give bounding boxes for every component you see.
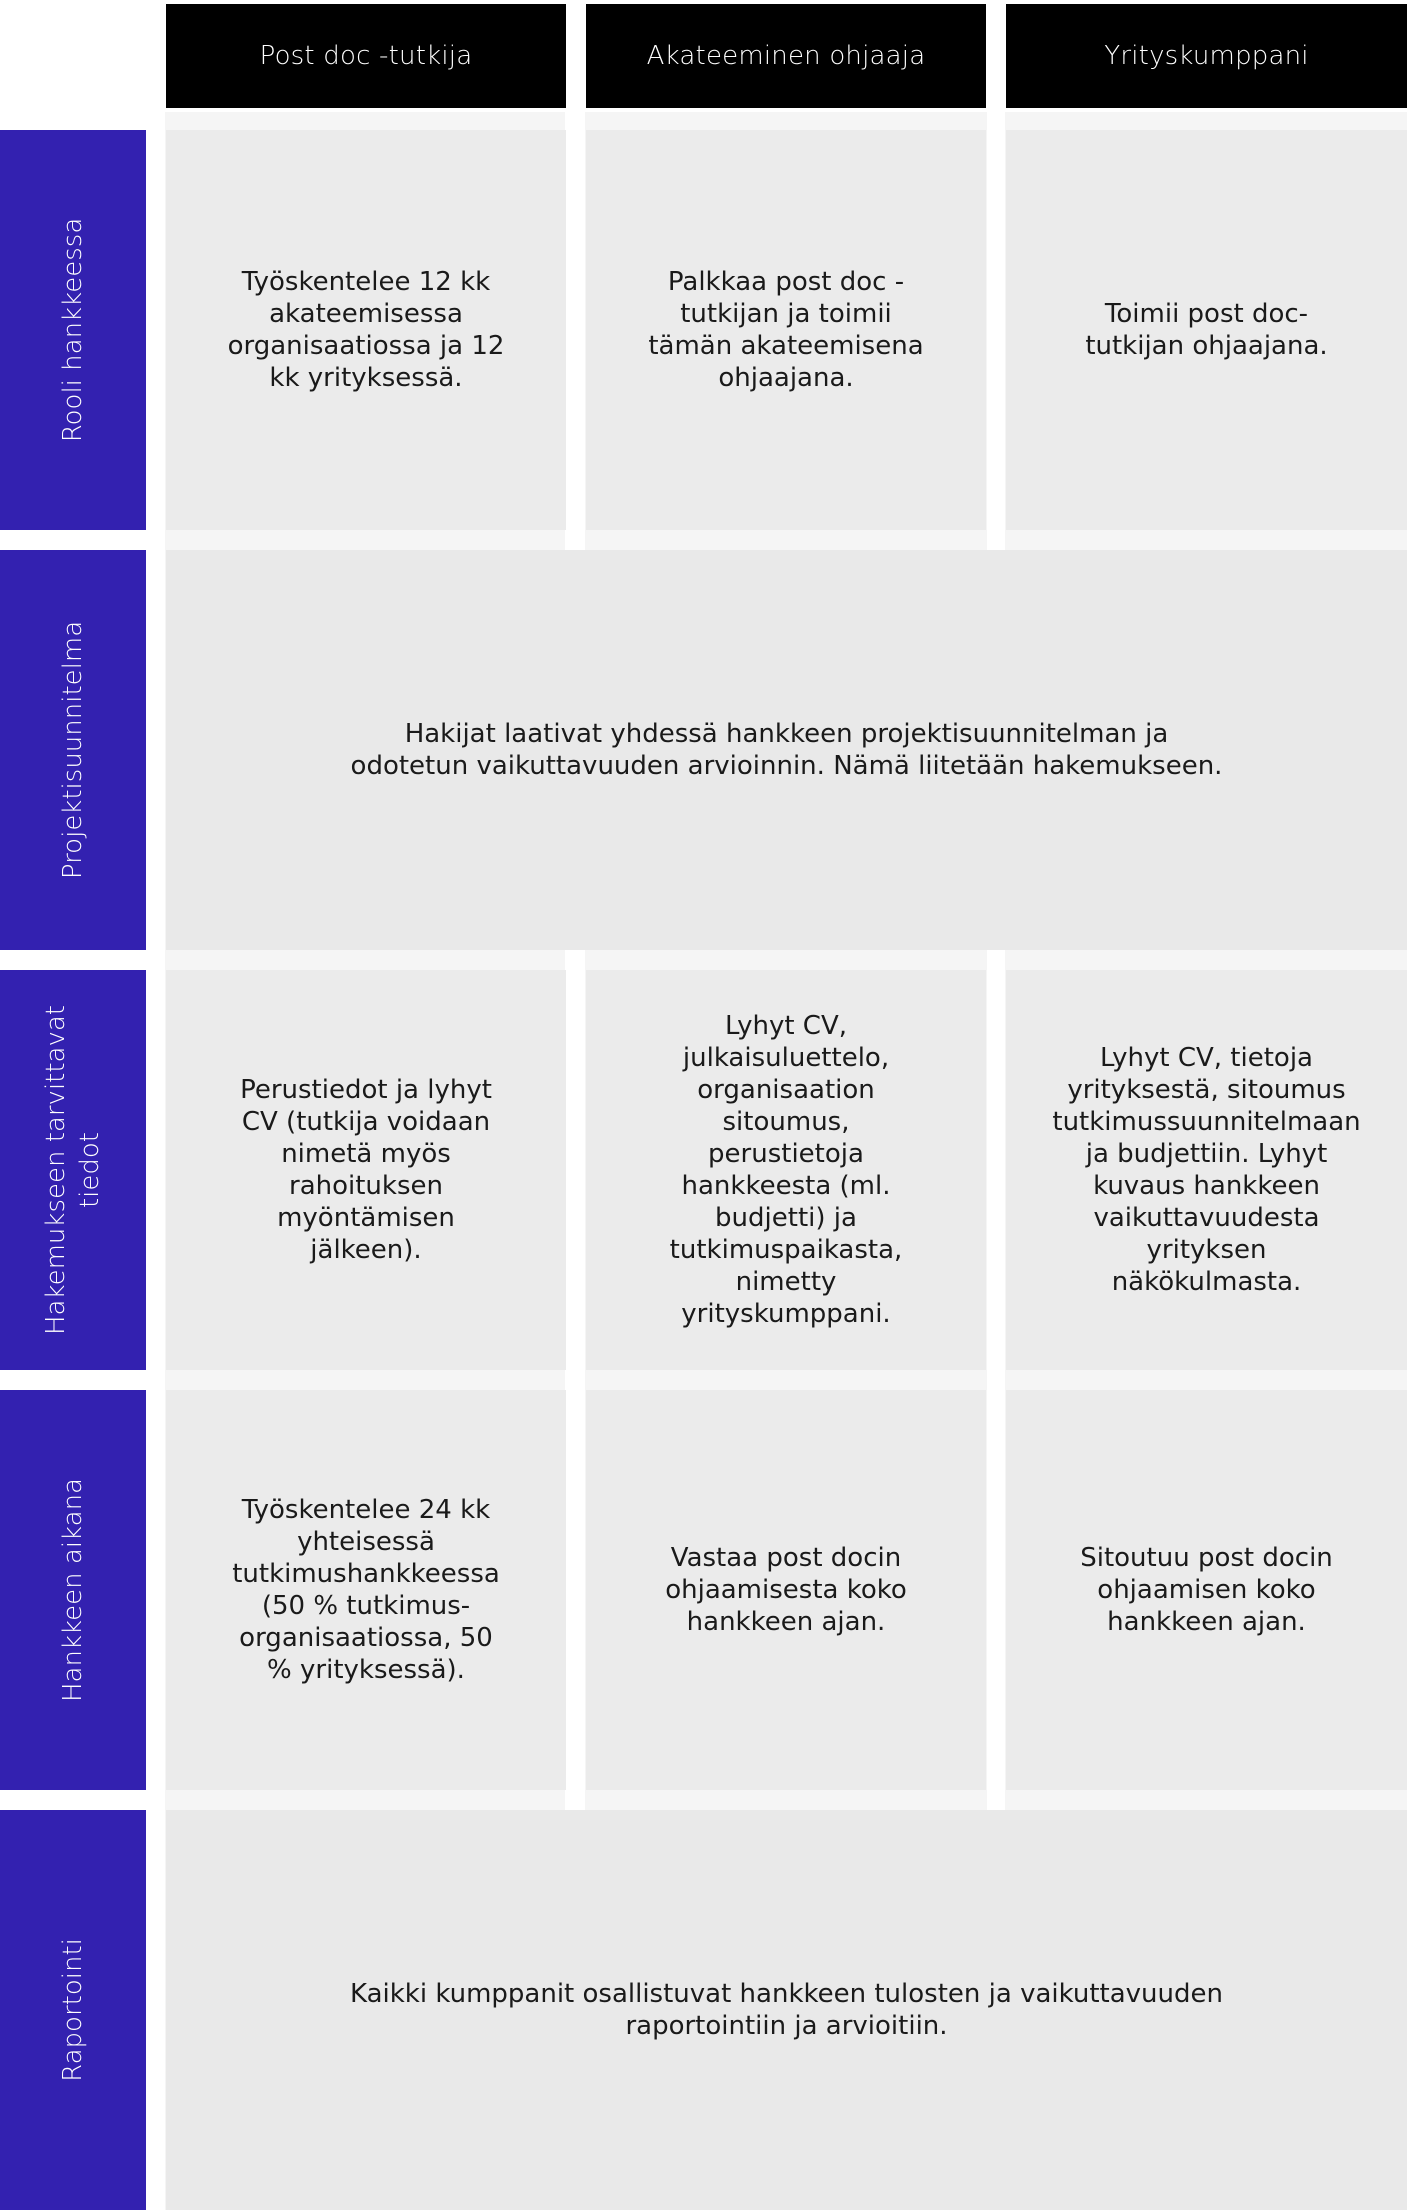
- cell-application-academic: Lyhyt CV, julkaisuluettelo, organisaation sitoumus, perustietoja hankkeesta (ml. budjetti) ja tutkimuspaikasta, nimetty yrityskumppani.: [586, 970, 986, 1370]
- row-label-project-plan: [0, 550, 146, 950]
- row-label-text: Hankkeen aikana: [58, 1478, 88, 1702]
- row-label-text: Hakemukseen tarvittavat tiedot: [41, 1005, 105, 1336]
- row-label-role: [0, 130, 146, 530]
- cell-application-company: Lyhyt CV, tietoja yrityksestä, sitoumus tutkimussuunnitelmaan ja budjettiin. Lyhyt kuvaus hankkeen vaikuttavuudesta yrityksen näkökulmasta.: [1006, 970, 1407, 1370]
- cell-reporting: Kaikki kumppanit osallistuvat hankkeen tulosten ja vaikuttavuuden raportointiin ja arvioitiin.: [166, 1810, 1407, 2210]
- row-label-reporting: [0, 1810, 146, 2210]
- cell-application-postdoc: Perustiedot ja lyhyt CV (tutkija voidaan nimetä myös rahoituksen myöntämisen jälkeen).: [166, 970, 566, 1370]
- cell-during-academic: Vastaa post docin ohjaamisesta koko hankkeen ajan.: [586, 1390, 986, 1790]
- row-label-text: Raportointi: [58, 1938, 88, 2082]
- column-header-academic-supervisor: Akateeminen ohjaaja: [586, 4, 986, 108]
- cell-during-company: Sitoutuu post docin ohjaamisen koko hankkeen ajan.: [1006, 1390, 1407, 1790]
- cell-role-company: Toimii post doc-tutkijan ohjaajana.: [1006, 130, 1407, 530]
- cell-role-academic: Palkkaa post doc - tutkijan ja toimii tämän akateemisena ohjaajana.: [586, 130, 986, 530]
- row-label-text: Rooli hankkeessa: [58, 217, 88, 443]
- cell-project-plan: Hakijat laativat yhdessä hankkeen projektisuunnitelman ja odotetun vaikuttavuuden arvioinnin. Nämä liitetään hakemukseen.: [166, 550, 1407, 950]
- cell-role-postdoc: Työskentelee 12 kk akateemisessa organisaatiossa ja 12 kk yrityksessä.: [166, 130, 566, 530]
- row-label-during-project: [0, 1390, 146, 1790]
- cell-during-postdoc: Työskentelee 24 kk yhteisessä tutkimushankkeessa (50 % tutkimus-organisaatiossa, 50 % yrityksessä).: [166, 1390, 566, 1790]
- row-label-text: Projektisuunnitelma: [58, 620, 88, 880]
- row-label-application-info: [0, 970, 146, 1370]
- column-header-postdoc: Post doc -tutkija: [166, 4, 566, 108]
- column-header-company-partner: Yrityskumppani: [1006, 4, 1407, 108]
